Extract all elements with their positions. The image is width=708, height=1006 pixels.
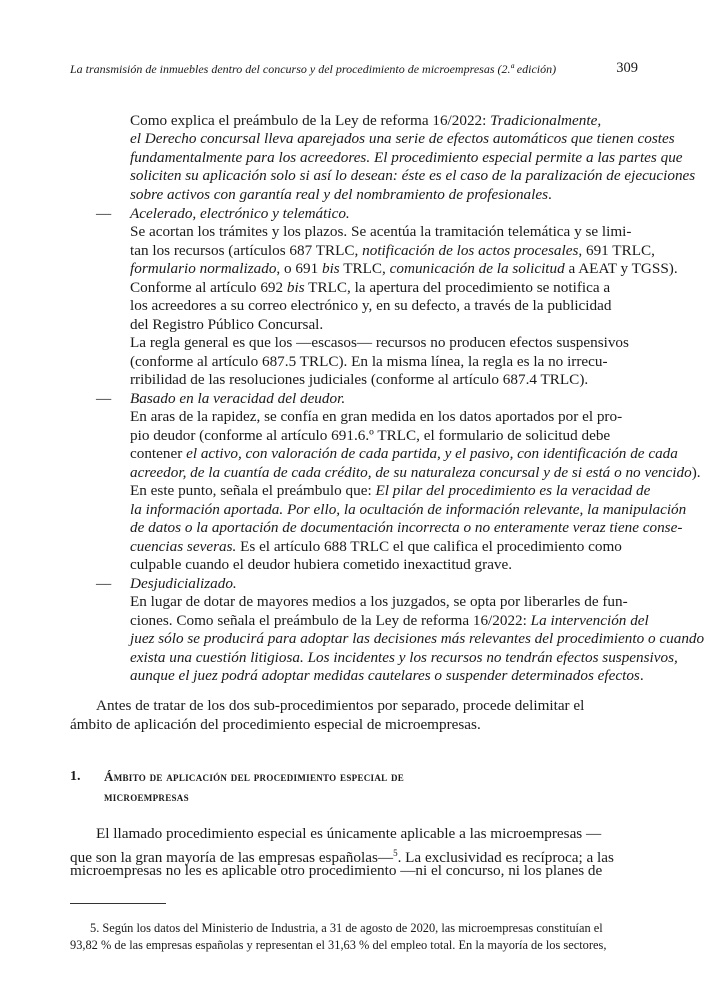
p1-line: sobre activos con garantía real y del nombramiento de profesionales. (130, 186, 552, 203)
footnote-rule (70, 903, 166, 904)
p1-line: el Derecho concursal lleva aparejados una serie de efectos automáticos que tienen costes (130, 130, 675, 147)
page-number: 309 (616, 60, 638, 76)
running-title: La transmisión de inmuebles dentro del concurso y del procedimiento de microempresas (2.ª edición) (70, 62, 557, 76)
list-dash: — (96, 205, 112, 222)
p3-line: El llamado procedimiento especial es únicamente aplicable a las microempresas — (96, 825, 602, 842)
item2-line: En aras de la rapidez, se confía en gran medida en los datos aportados por el pro- (130, 408, 623, 425)
section-number: 1. (70, 769, 81, 784)
item2-line: En este punto, señala el preámbulo que: El pilar del procedimiento es la veracidad de (130, 482, 651, 499)
item2-line: acreedor, de la cuantía de cada crédito, de su naturaleza concursal y de si está o no vencido). (130, 464, 701, 481)
p3-line: microempresas no les es aplicable otro procedimiento —ni el concurso, ni los planes de (70, 862, 603, 879)
section-title: microempresas (104, 789, 189, 804)
list-dash: — (96, 390, 112, 407)
item1-line: del Registro Público Concursal. (130, 316, 324, 333)
item1-line: (conforme al artículo 687.5 TRLC). En la misma línea, la regla es la no irrecu- (130, 353, 608, 370)
item1-line: Se acortan los trámites y los plazos. Se acentúa la tramitación telemática y se limi- (130, 223, 632, 240)
item3-title: Desjudicializado. (130, 575, 237, 592)
running-header (70, 60, 638, 78)
item1-line: Conforme al artículo 692 bis TRLC, la apertura del procedimiento se notifica a (130, 279, 611, 296)
item3-line: aunque el juez podrá adoptar medidas cautelares o suspender determinados efectos. (130, 667, 644, 684)
p1-line: fundamentalmente para los acreedores. El procedimiento especial permite a las partes que (130, 149, 683, 166)
item2-title: Basado en la veracidad del deudor. (130, 390, 346, 407)
item2-line: contener el activo, con valoración de cada partida, y el pasivo, con identificación de cada (130, 445, 678, 462)
item3-line: En lugar de dotar de mayores medios a los juzgados, se opta por liberarles de fun- (130, 593, 628, 610)
footnote-line: 5. Según los datos del Ministerio de Industria, a 31 de agosto de 2020, las microempresas constituían el (90, 921, 603, 935)
item2-line: cuencias severas. Es el artículo 688 TRLC el que califica el procedimiento como (130, 538, 622, 555)
item1-line: tan los recursos (artículos 687 TRLC, notificación de los actos procesales, 691 TRLC, (130, 242, 655, 259)
item3-line: exista una cuestión litigiosa. Los incidentes y los recursos no tendrán efectos suspensivos, (130, 649, 678, 666)
section-title: Ámbito de aplicación del procedimiento especial de (104, 769, 405, 784)
p3-line: que son la gran mayoría de las empresas españolas—$^5$. La exclusividad es recíproca; a las (70, 848, 614, 867)
item1-title: Acelerado, electrónico y telemático. (130, 205, 350, 222)
item2-line: culpable cuando el deudor hubiera cometido inexactitud grave. (130, 556, 513, 573)
p1-line: Como explica el preámbulo de la Ley de reforma 16/2022: Tradicionalmente, (130, 112, 602, 129)
item1-line: rribilidad de las resoluciones judiciales (conforme al artículo 687.4 TRLC). (130, 371, 589, 388)
footnote-line: 93,82 % de las empresas españolas y representan el 31,63 % del empleo total. En la mayoría de los sectores, (70, 938, 607, 952)
item2-line: de datos o la aportación de documentación incorrecta o no enteramente veraz tiene conse- (130, 519, 683, 536)
footnote-ref[interactable]: 5 (393, 848, 398, 858)
item3-line: juez sólo se producirá para adoptar las decisiones más relevantes del procedimiento o cuando (130, 630, 705, 647)
item1-line: formulario normalizado, o 691 bis TRLC, comunicación de la solicitud a AEAT y TGSS). (130, 260, 678, 277)
list-dash: — (96, 575, 112, 592)
p1-line: soliciten su aplicación solo si así lo desean: éste es el caso de la paralización de ejecuciones (130, 167, 696, 184)
p2-line: Antes de tratar de los dos sub-procedimientos por separado, procede delimitar el (96, 697, 585, 714)
item1-line: los acreedores a su correo electrónico y, en su defecto, a través de la publicidad (130, 297, 612, 314)
item1-line: La regla general es que los —escasos— recursos no producen efectos suspensivos (130, 334, 629, 351)
item2-line: pio deudor (conforme al artículo 691.6.º TRLC, el formulario de solicitud debe (130, 427, 611, 444)
item2-line: la información aportada. Por ello, la ocultación de información relevante, la manipulación (130, 501, 687, 518)
p2-line: ámbito de aplicación del procedimiento especial de microempresas. (70, 716, 481, 733)
item3-line: ciones. Como señala el preámbulo de la Ley de reforma 16/2022: La intervención del (130, 612, 649, 629)
